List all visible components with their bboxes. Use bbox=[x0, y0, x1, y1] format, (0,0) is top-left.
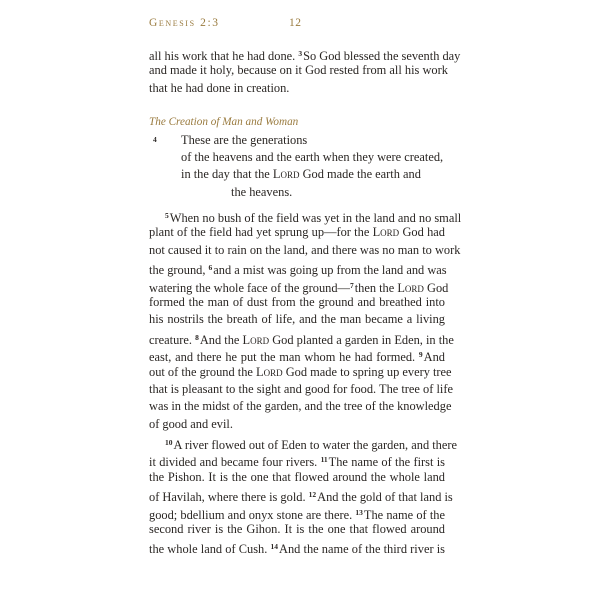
text-line: of Havilah, where there is gold. $^{12}$And the gold of that land is bbox=[149, 490, 453, 505]
text-line: was in the midst of the garden, and the tree of the knowledge bbox=[149, 399, 452, 414]
verse-number: 9 bbox=[418, 350, 423, 360]
page-number: 12 bbox=[289, 17, 302, 29]
text-line: not caused it to rain on the land, and there was no man to work bbox=[149, 242, 461, 257]
verse-number: 8 bbox=[195, 332, 199, 342]
section-heading: The Creation of Man and Woman bbox=[149, 116, 299, 128]
running-head bbox=[149, 17, 449, 33]
text-line: it divided and became four rivers. $^{11}$The name of the first is bbox=[149, 455, 445, 470]
poem-line: in the day that the Lord God made the earth and bbox=[181, 167, 421, 182]
text-line: the Pishon. It is the one that flowed around the whole land bbox=[149, 469, 445, 484]
poem-line: These are the generations bbox=[181, 133, 308, 147]
text-line: creature. $^8$And the Lord God planted a garden in Eden, in the bbox=[149, 332, 454, 347]
verse-number: 4 bbox=[153, 135, 157, 144]
text-line: $^{10}$A river flowed out of Eden to water the garden, and there bbox=[165, 438, 458, 452]
text-line: that is pleasant to the sight and good for food. The tree of life bbox=[149, 381, 453, 396]
text-line: and made it holy, because on it God rested from all his work bbox=[149, 63, 448, 78]
verse-number: 3 bbox=[298, 49, 303, 58]
poem-line: of the heavens and the earth when they were created, bbox=[181, 150, 444, 165]
paragraph-genesis-2-5-9 bbox=[149, 207, 462, 433]
text-line: the whole land of Cush. $^{14}$And the name of the third river is bbox=[149, 542, 445, 557]
verse-number: 5 bbox=[165, 211, 169, 220]
text-line: all his work that he had done. $^3$So God blessed the seventh day bbox=[149, 49, 461, 63]
book-reference: Genesis 2:3 bbox=[149, 17, 220, 29]
paragraph-genesis-2-1-3 bbox=[149, 45, 461, 97]
text-line: good; bdellium and onyx stone are there. $^{13}$The name of the bbox=[149, 507, 445, 522]
paragraph-genesis-2-10-14 bbox=[149, 434, 458, 557]
text-line: of good and evil. bbox=[149, 416, 233, 431]
verse-number: 7 bbox=[349, 280, 354, 290]
text-line: that he had done in creation. bbox=[149, 80, 290, 95]
text-line: formed the man of dust from the ground and breathed into bbox=[149, 294, 445, 309]
verse-number: 11 bbox=[320, 455, 328, 465]
text-line: $^5$When no bush of the field was yet in the land and no small bbox=[165, 211, 462, 225]
text-line: the ground, $^6$and a mist was going up from the land and was bbox=[149, 263, 447, 278]
text-line: out of the ground the Lord God made to spring up every tree bbox=[149, 364, 452, 379]
verse-number: 10 bbox=[165, 438, 173, 447]
verse-number: 6 bbox=[208, 263, 213, 273]
text-line: second river is the Gihon. It is the one that flowed around bbox=[149, 521, 445, 536]
text-line: watering the whole face of the ground—$^7$then the Lord God bbox=[149, 280, 449, 295]
poetry-block bbox=[149, 132, 449, 201]
text-line: east, and there he put the man whom he had formed. $^9$And bbox=[149, 350, 445, 365]
text-line: plant of the field had yet sprung up—for the Lord God had bbox=[149, 225, 445, 240]
verse-number: 14 bbox=[270, 542, 278, 552]
verse-number: 12 bbox=[308, 490, 317, 500]
verse-number: 13 bbox=[355, 507, 363, 517]
text-line: his nostrils the breath of life, and the man became a living bbox=[149, 312, 445, 327]
poem-line: the heavens. bbox=[231, 184, 293, 199]
